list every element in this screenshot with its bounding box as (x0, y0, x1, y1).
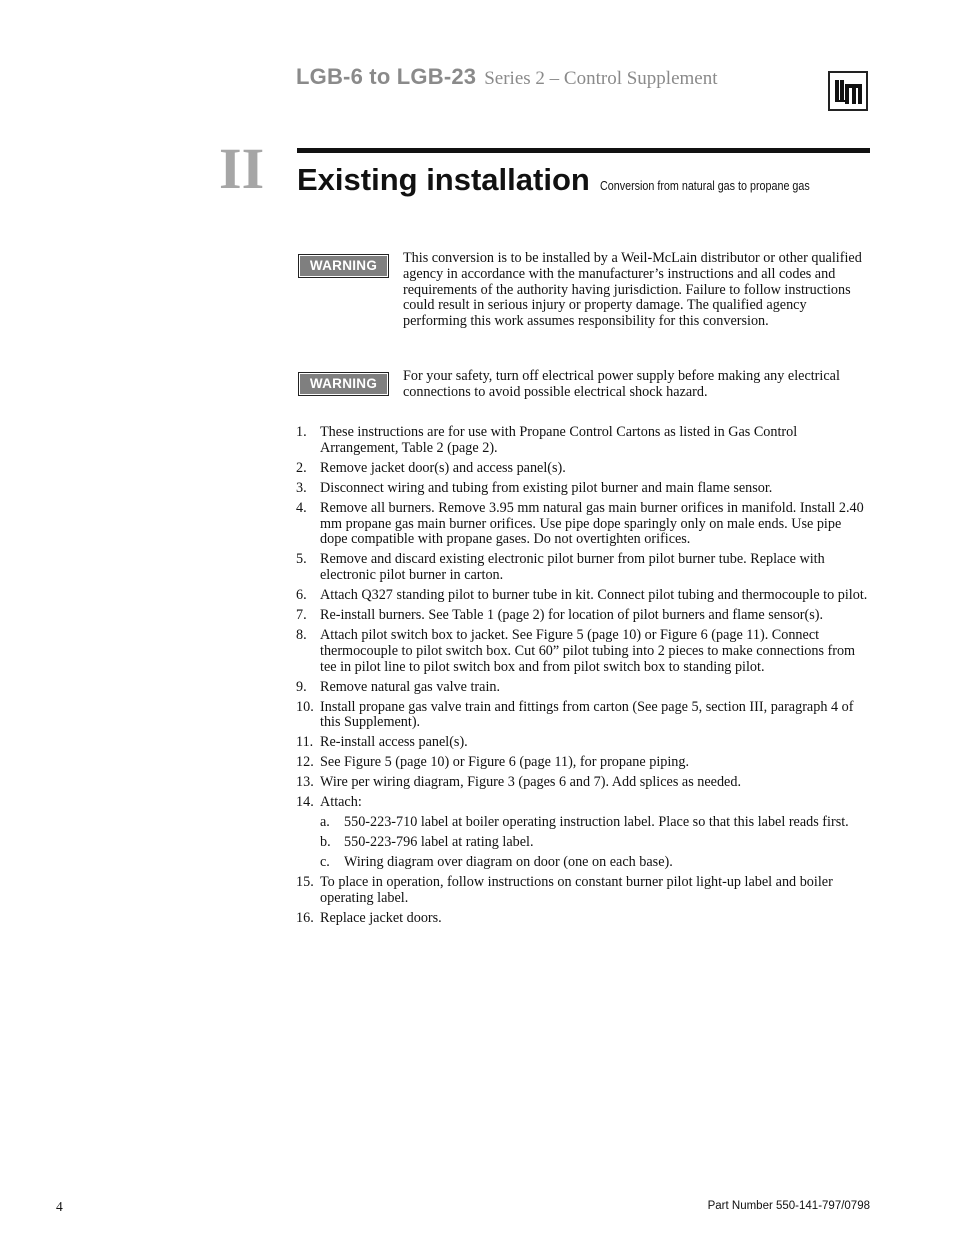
step-text: Re-install burners. See Table 1 (page 2) for location of pilot burners and flame sensor(s). (320, 607, 824, 624)
substep-text: Wiring diagram over diagram on door (one on each base). (344, 854, 673, 871)
warning-badge: WARNING (298, 254, 389, 278)
step-number: 12. (296, 754, 314, 771)
step-text: To place in operation, follow instructions on constant burner pilot light-up label and boiler operating label. (320, 874, 833, 906)
section-title: Existing installation (297, 162, 590, 197)
step-number: 1. (296, 424, 307, 440)
substep-letter: a. (320, 814, 330, 831)
step-text: Remove all burners. Remove 3.95 mm natural gas main burner orifices in manifold. Install 2.40 mm propane gas main burner orifices. Use pipe dope sparingly only on male ends. Use pipe dope compatible with propane gases. Do not overtighten orifices. (320, 499, 864, 548)
step-text: Attach pilot switch box to jacket. See Figure 5 (page 10) or Figure 6 (page 11). Connect thermocouple to pilot switch box. Cut 60” pilot tubing into 2 pieces to make connections from tee in pilot line to pilot switch box and from pilot switch box to standing pilot. (320, 627, 856, 675)
list-item (296, 461, 872, 477)
step-text: Remove natural gas valve train. (320, 678, 501, 695)
list-item (296, 425, 872, 457)
part-number: Part Number 550-141-797/0798 (707, 1200, 870, 1212)
warning-text: For your safety, turn off electrical power supply before making any electrical connections to avoid possible electrical shock hazard. (403, 368, 840, 400)
conversion-steps-list (296, 425, 872, 931)
page-number: 4 (56, 1199, 63, 1214)
warning-text: This conversion is to be installed by a Weil-McLain distributor or other qualified agency in accordance with the manufacturer’s instructions and all codes and requirements of the authority having jurisdiction. Failure to follow instructions could result in serious injury or property damage. The qualified agency performing this work assumes responsibility for this conversion. (403, 250, 862, 330)
step-number: 15. (296, 874, 314, 891)
list-item (296, 588, 872, 604)
document-header (296, 64, 718, 90)
list-item (296, 755, 872, 771)
step-number: 7. (296, 607, 307, 624)
step-text: Attach: (320, 794, 362, 811)
step-number: 2. (296, 459, 307, 476)
step-number: 10. (296, 698, 314, 715)
step-number: 6. (296, 587, 307, 604)
list-item (296, 875, 872, 907)
step-number: 5. (296, 551, 307, 568)
list-item (320, 855, 872, 871)
step-number: 3. (296, 479, 307, 496)
step-text: Remove jacket door(s) and access panel(s). (320, 459, 566, 476)
step-number: 14. (296, 794, 314, 811)
step-text: Re-install access panel(s). (320, 734, 468, 751)
warning-badge: WARNING (298, 372, 389, 396)
step-text: Replace jacket doors. (320, 909, 442, 926)
step-text: See Figure 5 (page 10) or Figure 6 (page 11), for propane piping. (320, 754, 690, 771)
step-number: 11. (296, 734, 314, 751)
list-item (296, 775, 872, 791)
section-number: II (219, 136, 265, 201)
substep-text: 550-223-796 label at rating label. (344, 834, 534, 851)
step-text: Disconnect wiring and tubing from existing pilot burner and main flame sensor. (320, 479, 773, 496)
list-item (296, 911, 872, 927)
section-subtitle: Conversion from natural gas to propane gas (599, 179, 810, 193)
model-range: LGB-6 to LGB-23 (296, 64, 477, 89)
list-item (296, 552, 872, 584)
list-item (296, 501, 872, 548)
list-item (296, 735, 872, 751)
list-item (296, 680, 872, 696)
step-text: These instructions are for use with Propane Control Cartons as listed in Gas Control Arrangement, Table 2 (page 2). (320, 424, 798, 456)
header-subtitle: Series 2 – Control Supplement (484, 68, 718, 89)
list-item (296, 628, 872, 675)
substep-letter: b. (320, 834, 331, 851)
step-text: Install propane gas valve train and fittings from carton (See page 5, section III, paragraph 4 of this Supplement). (320, 698, 854, 731)
substep-text: 550-223-710 label at boiler operating instruction label. Place so that this label reads first. (344, 814, 849, 831)
step-number: 9. (296, 678, 307, 695)
list-item (296, 481, 872, 497)
section-rule (297, 148, 870, 153)
substep-letter: c. (320, 854, 330, 871)
step-number: 4. (296, 499, 307, 516)
weil-mclain-logo-icon (828, 71, 868, 111)
step-text: Wire per wiring diagram, Figure 3 (pages 6 and 7). Add splices as needed. (320, 774, 741, 791)
list-item (296, 608, 872, 624)
list-item (320, 835, 872, 851)
step-text: Attach Q327 standing pilot to burner tube in kit. Connect pilot tubing and thermocouple to pilot. (320, 587, 868, 604)
step-number: 13. (296, 774, 314, 791)
logo-mark (831, 74, 865, 108)
step-number: 16. (296, 909, 314, 926)
step-number: 8. (296, 627, 307, 644)
attach-substeps-list (320, 815, 872, 871)
list-item (320, 815, 872, 831)
list-item (296, 795, 872, 871)
section-heading (297, 162, 844, 198)
list-item (296, 700, 872, 732)
step-text: Remove and discard existing electronic pilot burner from pilot burner tube. Replace with electronic pilot burner in carton. (320, 551, 825, 584)
